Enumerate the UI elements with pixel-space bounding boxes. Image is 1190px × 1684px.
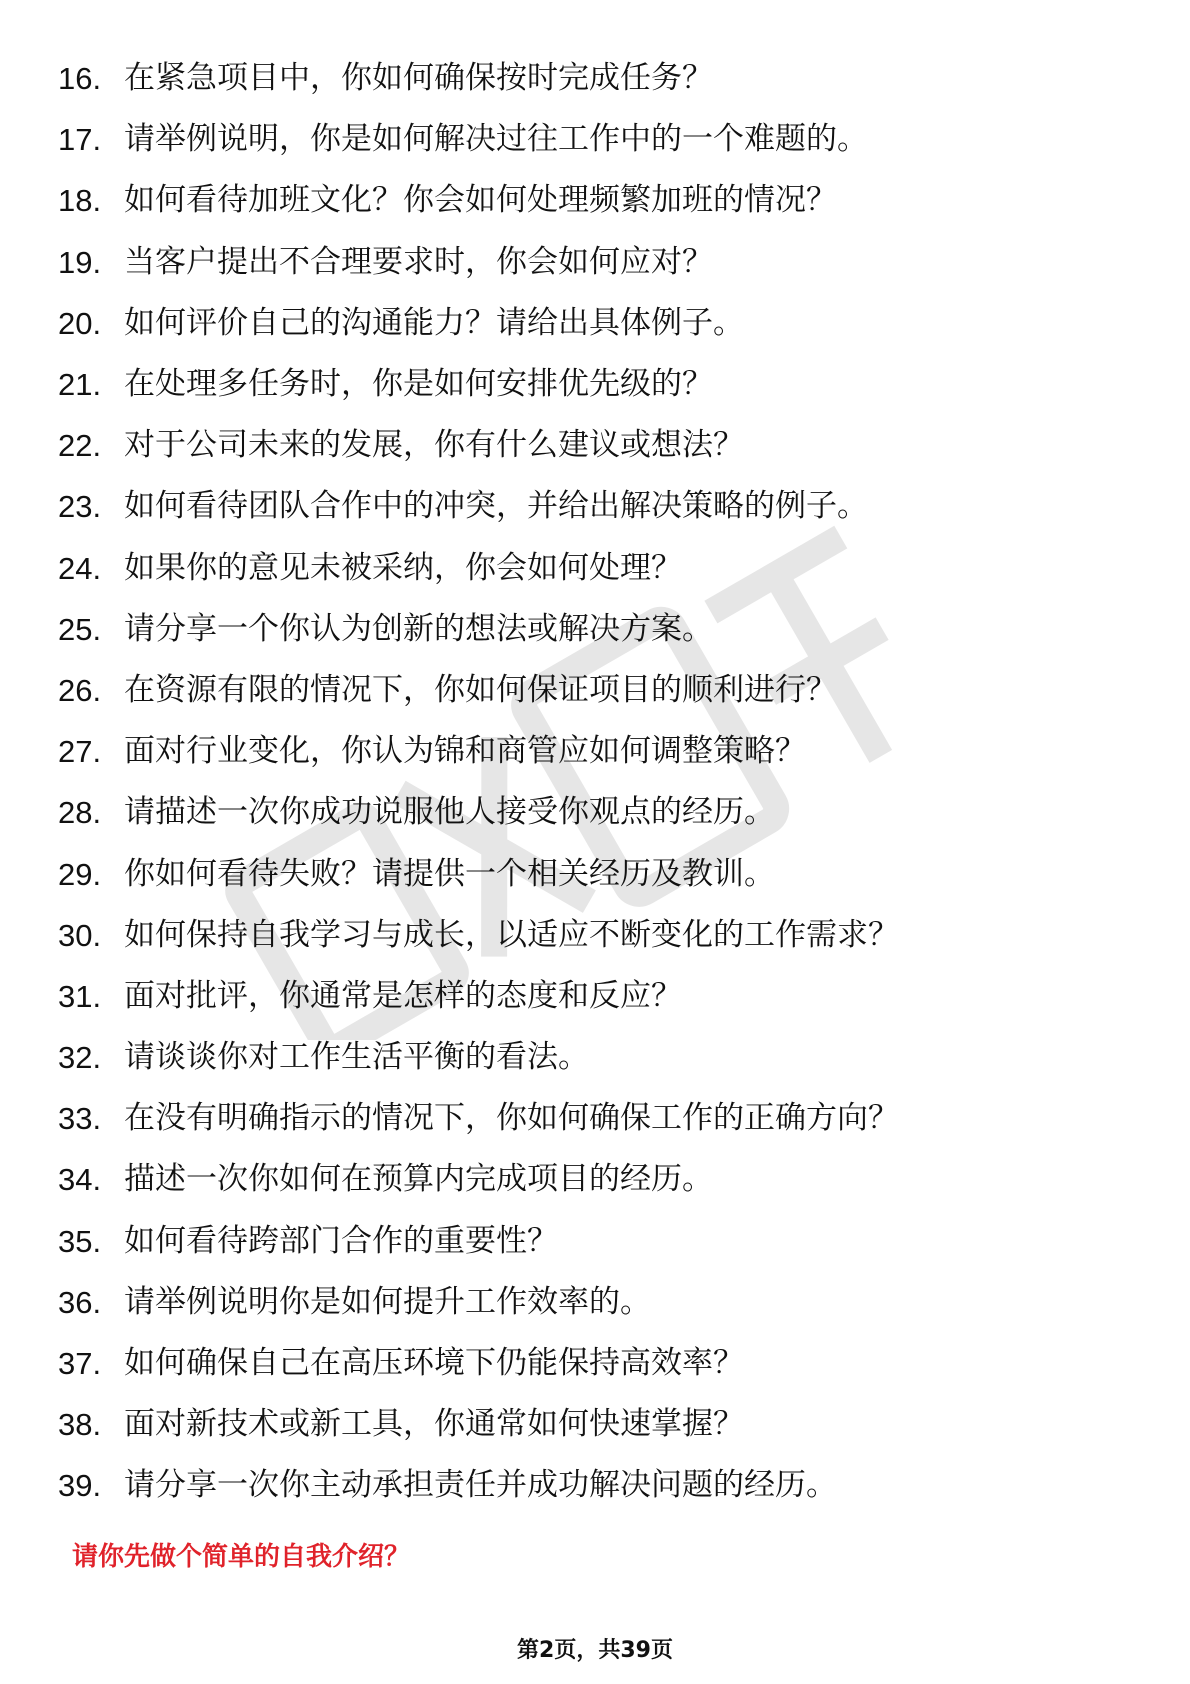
question-text: 描述一次你如何在预算内完成项目的经历。 [124,1161,713,1198]
question-item [58,599,1138,660]
question-item [58,354,1138,415]
question-item [58,1088,1138,1149]
question-list [58,48,1138,1517]
question-number: 38. [58,1407,102,1443]
question-text: 当客户提出不合理要求时，你会如何应对？ [124,243,713,280]
question-number: 32. [58,1040,102,1076]
question-number: 17. [58,122,102,158]
question-item [58,782,1138,843]
question-number: 18. [58,183,102,219]
question-text: 在处理多任务时，你是如何安排优先级的？ [124,366,713,403]
question-number: 16. [58,61,102,97]
question-number: 26. [58,672,102,708]
question-item [58,1272,1138,1333]
question-text: 在紧急项目中，你如何确保按时完成任务？ [124,60,713,97]
question-item [58,721,1138,782]
question-number: 25. [58,611,102,647]
question-text: 如何看待加班文化？你会如何处理频繁加班的情况？ [124,182,837,219]
question-number: 23. [58,489,102,525]
question-number: 37. [58,1346,102,1382]
question-item [58,170,1138,231]
question-text: 如何评价自己的沟通能力？请给出具体例子。 [124,304,744,341]
question-number: 33. [58,1101,102,1137]
question-number: 30. [58,917,102,953]
question-item [58,966,1138,1027]
question-item [58,660,1138,721]
question-number: 21. [58,367,102,403]
question-item [58,232,1138,293]
question-number: 24. [58,550,102,586]
question-item [58,1333,1138,1394]
question-item [58,1211,1138,1272]
question-text: 如何确保自己在高压环境下仍能保持高效率？ [124,1345,744,1382]
question-number: 29. [58,856,102,892]
question-item [58,843,1138,904]
question-number: 36. [58,1284,102,1320]
question-text: 在资源有限的情况下，你如何保证项目的顺利进行？ [124,671,837,708]
question-number: 28. [58,795,102,831]
question-text: 对于公司未来的发展，你有什么建议或想法？ [124,427,744,464]
question-item [58,476,1138,537]
question-text: 请举例说明你是如何提升工作效率的。 [124,1283,651,1320]
question-number: 22. [58,428,102,464]
question-item [58,109,1138,170]
question-item [58,538,1138,599]
question-text: 在没有明确指示的情况下，你如何确保工作的正确方向？ [124,1100,899,1137]
question-number: 35. [58,1223,102,1259]
question-item [58,415,1138,476]
question-item [58,1027,1138,1088]
question-item [58,1149,1138,1210]
question-text: 请分享一次你主动承担责任并成功解决问题的经历。 [124,1467,837,1504]
question-number: 19. [58,244,102,280]
question-text: 如何保持自我学习与成长，以适应不断变化的工作需求？ [124,916,899,953]
question-number: 31. [58,978,102,1014]
question-item [58,1455,1138,1516]
question-text: 你如何看待失败？请提供一个相关经历及教训。 [124,855,775,892]
question-number: 39. [58,1468,102,1504]
question-text: 如果你的意见未被采纳，你会如何处理？ [124,549,682,586]
question-text: 请谈谈你对工作生活平衡的看法。 [124,1039,589,1076]
question-text: 请描述一次你成功说服他人接受你观点的经历。 [124,794,775,831]
question-text: 面对批评，你通常是怎样的态度和反应？ [124,977,682,1014]
question-text: 如何看待跨部门合作的重要性？ [124,1222,558,1259]
question-number: 20. [58,305,102,341]
question-text: 如何看待团队合作中的冲突，并给出解决策略的例子。 [124,488,868,525]
question-number: 34. [58,1162,102,1198]
question-item [58,48,1138,109]
question-text: 面对行业变化，你认为锦和商管应如何调整策略？ [124,733,806,770]
question-item [58,1394,1138,1455]
question-item [58,905,1138,966]
question-item [58,293,1138,354]
question-text: 面对新技术或新工具，你通常如何快速掌握？ [124,1406,744,1443]
section-heading: 请你先做个简单的自我介绍？ [72,1542,411,1572]
question-text: 请分享一个你认为创新的想法或解决方案。 [124,610,713,647]
page-number-footer: 第2页，共39页 [517,1638,673,1663]
question-text: 请举例说明，你是如何解决过往工作中的一个难题的。 [124,121,868,158]
question-number: 27. [58,734,102,770]
